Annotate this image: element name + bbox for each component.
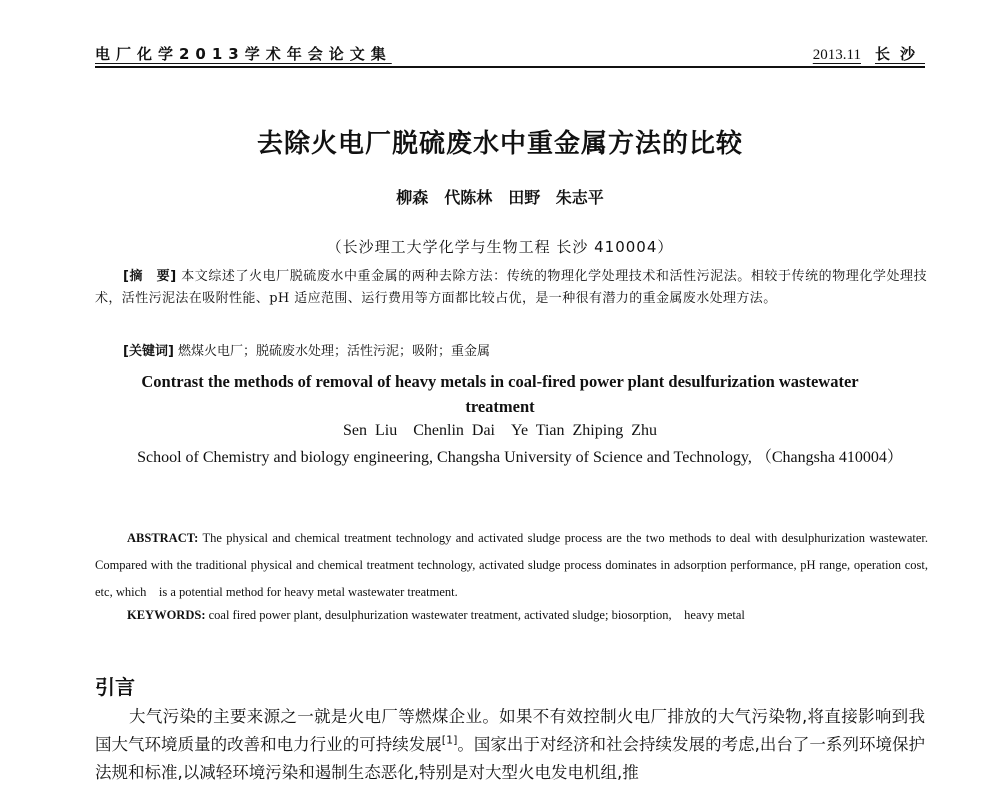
header-date-location bbox=[813, 43, 925, 64]
section-heading-introduction: 引言 bbox=[95, 675, 135, 699]
introduction-paragraph bbox=[95, 703, 925, 787]
intro-text-part-2: 。国家出于对经济和社会持续发展的考虑,出台了一系列环境保护法规和标准,以减轻环境污染和遏制生态恶化,特别是对大型火电发电机组,推 bbox=[95, 735, 926, 782]
intro-text-part-1: 大气污染的主要来源之一就是火电厂等燃煤企业。如果不有效控制火电厂排放的大气污染物,将直接影响到我国大气环境质量的改善和电力行业的可持续发展 bbox=[95, 707, 925, 754]
abstract-en-text: The physical and chemical treatment technology and activated sludge process are the two methods to deal with desulphurization wastewater. Compared with the traditional physical and chemical treatment technology, activated sludge process dominates in adsorption performance, pH range, operation cost, etc, which is a potential method for heavy metal wastewater treatment. bbox=[95, 531, 928, 599]
abstract-en bbox=[95, 525, 928, 606]
header-date: 2013.11 bbox=[812, 47, 861, 63]
keywords-en bbox=[127, 605, 927, 625]
journal-name: 电厂化学2013学术年会论文集 bbox=[95, 45, 392, 63]
keywords-zh-text: 燃煤火电厂；脱硫废水处理；活性污泥；吸附；重金属 bbox=[178, 344, 491, 359]
abstract-zh bbox=[95, 266, 927, 310]
paper-title: 去除火电厂脱硫废水中重金属方法的比较 bbox=[256, 129, 743, 159]
abstract-zh-label: [摘 要] bbox=[123, 269, 177, 284]
keywords-en-text: coal fired power plant, desulphurization wastewater treatment, activated sludge; biosorption, heavy metal bbox=[208, 608, 745, 622]
keywords-zh-label: [关键词] bbox=[123, 344, 174, 359]
citation-ref-1[interactable]: [1] bbox=[441, 733, 458, 747]
header-city: 长沙 bbox=[874, 45, 925, 63]
header-rule bbox=[95, 66, 925, 68]
abstract-en-label: ABSTRACT: bbox=[127, 531, 199, 545]
author-affiliation: （长沙理工大学化学与生物工程 长沙 410004） bbox=[326, 238, 674, 256]
abstract-zh-text: 本文综述了火电厂脱硫废水中重金属的两种去除方法：传统的物理化学处理技术和活性污泥法。相较于传统的物理化学处理技术，活性污泥法在吸附性能、pH 适应范围、运行费用等方面都比较占优，是一种很有潜力的重金属废水处理方法。 bbox=[95, 269, 927, 306]
paper-title-en: Contrast the methods of removal of heavy metals in coal-fired power plant desulfurization wastewater treatment bbox=[141, 372, 859, 416]
author-list: 柳森 代陈林 田野 朱志平 bbox=[396, 188, 604, 207]
keywords-zh bbox=[123, 341, 923, 363]
author-affiliation-en: School of Chemistry and biology engineering, Changsha University of Science and Technology, （Changsha 410004） bbox=[137, 449, 903, 466]
keywords-en-label: KEYWORDS: bbox=[127, 608, 206, 622]
author-list-en: Sen Liu Chenlin Dai Ye Tian Zhiping Zhu bbox=[343, 422, 657, 439]
